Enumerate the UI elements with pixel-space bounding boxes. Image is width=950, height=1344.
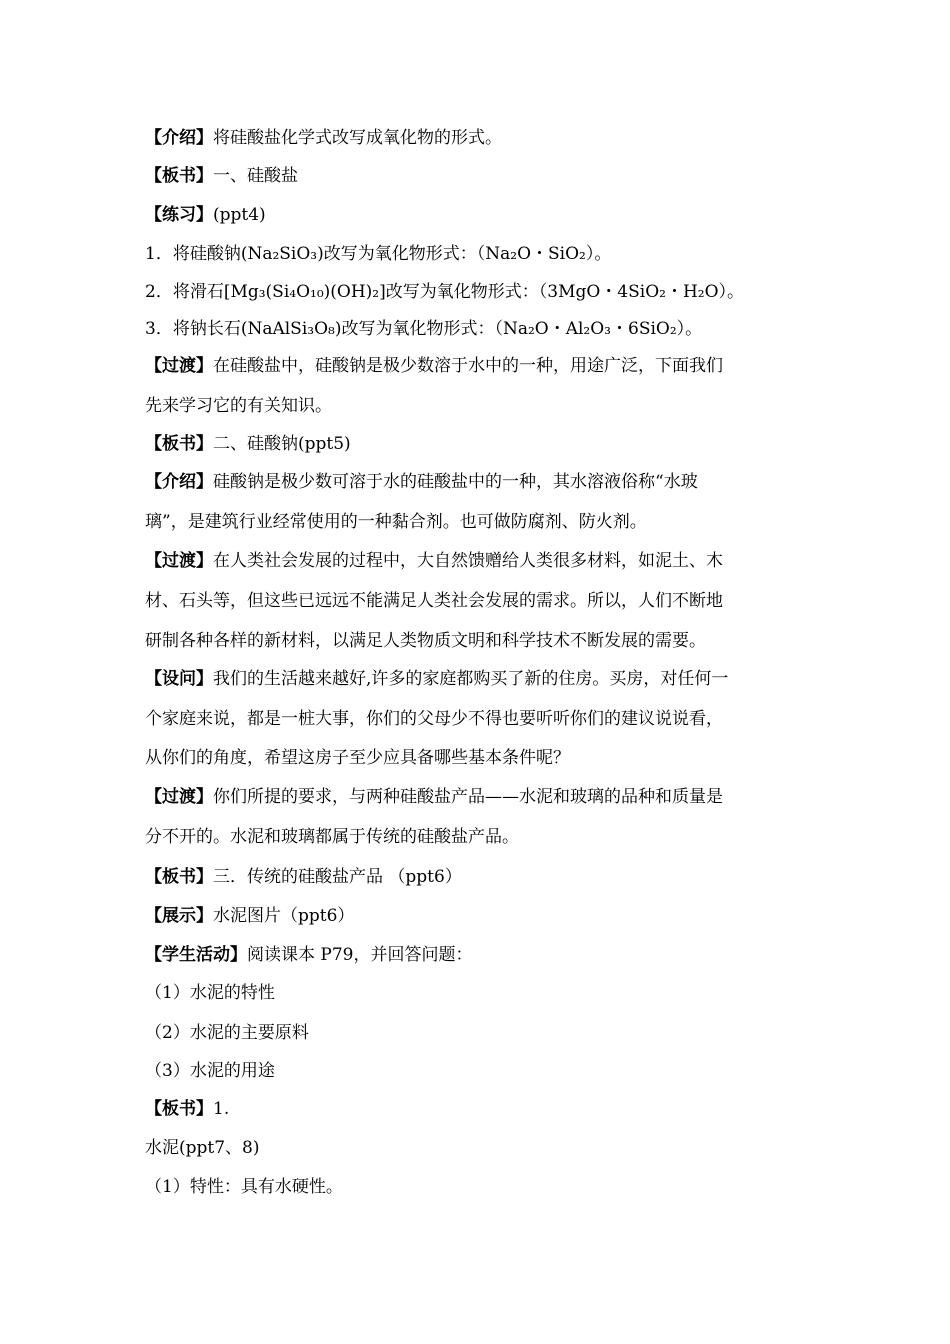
section-tag: 【练习】 [145,205,213,225]
text-line [145,668,820,690]
text-line [145,204,820,226]
section-tag: 【学生活动】 [145,945,247,965]
line-text: 你们所提的要求，与两种硅酸盐产品——水泥和玻璃的品种和质量是 [213,787,723,807]
text-line [145,1022,820,1044]
section-tag: 【设问】 [145,669,213,689]
line-text: 水泥图片（ppt6） [213,906,355,926]
line-text: 一、硅酸盐 [213,166,298,186]
line-text: （1）水泥的特性 [145,983,275,1003]
text-line [145,630,820,652]
line-text: 阅读课本 P79，并回答问题： [247,945,473,965]
text-line [145,747,820,769]
line-text: 3．将钠长石(NaAlSi₃O₈)改写为氧化物形式：（Na₂O・Al₂O₃・6SiO₂）。 [145,319,703,339]
section-tag: 【过渡】 [145,787,213,807]
section-tag: 【过渡】 [145,551,213,571]
line-text: (ppt4) [213,205,266,225]
line-text: 1. [213,1099,230,1119]
line-text: 在硅酸盐中，硅酸钠是极少数溶于水中的一种，用途广泛，下面我们 [213,356,723,376]
line-text: （1）特性：具有水硬性。 [145,1177,343,1197]
text-line [145,355,820,377]
text-line [145,433,820,455]
line-text: 硅酸钠是极少数可溶于水的硅酸盐中的一种，其水溶液俗称“水玻 [213,472,698,492]
text-line [145,550,820,572]
text-line [145,471,820,493]
line-text: 1．将硅酸钠(Na₂SiO₃)改写为氧化物形式：（Na₂O・SiO₂）。 [145,244,612,264]
text-line [145,281,820,303]
text-line [145,708,820,730]
line-text: 从你们的角度，希望这房子至少应具备哪些基本条件呢？ [145,748,570,768]
line-text: 璃”，是建筑行业经常使用的一种黏合剂。也可做防腐剂、防火剂。 [145,512,647,532]
text-line [145,318,820,340]
text-line [145,905,820,927]
line-text: 我们的生活越来越好,许多的家庭都购买了新的住房。买房，对任何一 [213,669,729,689]
text-line [145,395,820,417]
text-line [145,1137,820,1159]
text-line [145,1098,820,1120]
section-tag: 【板书】 [145,867,213,887]
line-text: 在人类社会发展的过程中，大自然馈赠给人类很多材料，如泥土、木 [213,551,723,571]
text-line [145,944,820,966]
line-text: 二、硅酸钠(ppt5) [213,434,351,454]
line-text: （2）水泥的主要原料 [145,1023,309,1043]
section-tag: 【过渡】 [145,356,213,376]
section-tag: 【板书】 [145,166,213,186]
line-text: 水泥(ppt7、8) [145,1138,260,1158]
text-line [145,1176,820,1198]
text-line [145,786,820,808]
line-text: 研制各种各样的新材料，以满足人类物质文明和科学技术不断发展的需要。 [145,631,706,651]
line-text: 分不开的。水泥和玻璃都属于传统的硅酸盐产品。 [145,827,519,847]
text-line [145,1060,820,1082]
line-text: 三．传统的硅酸盐产品 （ppt6） [213,867,462,887]
text-line [145,511,820,533]
text-line [145,866,820,888]
line-text: 2．将滑石[Mg₃(Si₄O₁₀)(OH)₂]改写为氧化物形式：（3MgO・4SiO₂・H₂O）。 [145,282,745,302]
text-line [145,982,820,1004]
line-text: 材、石头等，但这些已远远不能满足人类社会发展的需求。所以，人们不断地 [145,591,723,611]
section-tag: 【板书】 [145,434,213,454]
line-text: 将硅酸盐化学式改写成氧化物的形式。 [213,128,502,148]
line-text: 先来学习它的有关知识。 [145,396,332,416]
text-line [145,243,820,265]
text-line [145,590,820,612]
section-tag: 【板书】 [145,1099,213,1119]
text-line [145,127,820,149]
line-text: 个家庭来说，都是一桩大事，你们的父母少不得也要听听你们的建议说说看， [145,709,723,729]
text-line [145,826,820,848]
section-tag: 【介绍】 [145,472,213,492]
text-line [145,165,820,187]
section-tag: 【展示】 [145,906,213,926]
section-tag: 【介绍】 [145,128,213,148]
line-text: （3）水泥的用途 [145,1061,275,1081]
